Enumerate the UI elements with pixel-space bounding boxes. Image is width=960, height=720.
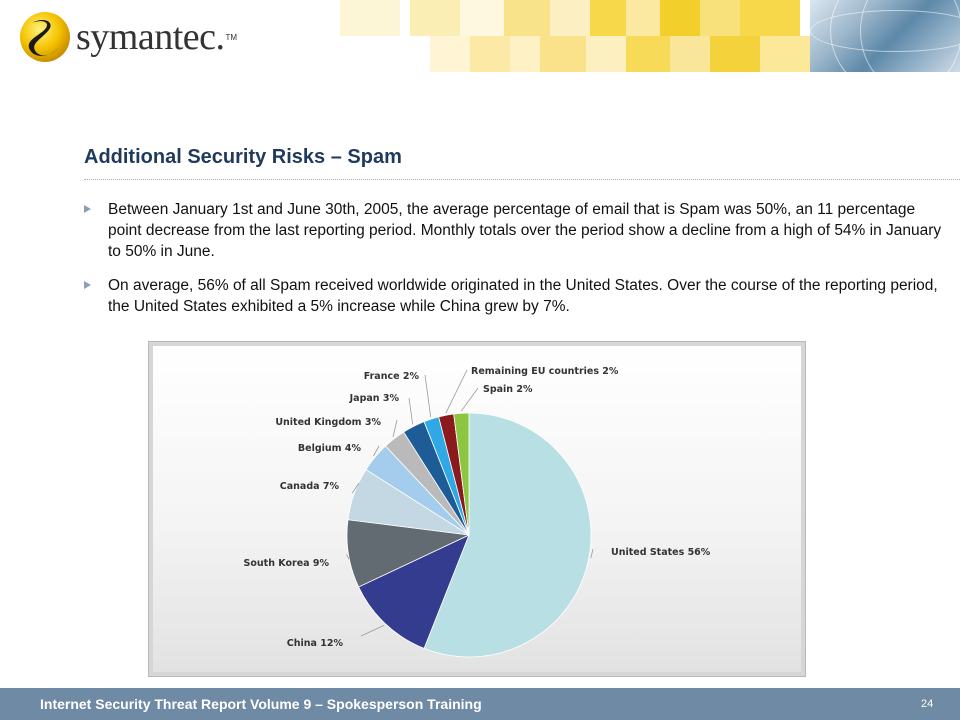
spam-origin-pie-chart bbox=[153, 346, 801, 672]
title-divider bbox=[84, 179, 960, 180]
leader-line-japan bbox=[409, 398, 413, 425]
bullet-item bbox=[84, 199, 944, 262]
slide-footer bbox=[0, 688, 960, 720]
page-number: 24 bbox=[921, 698, 934, 710]
leader-line-france bbox=[425, 375, 431, 417]
logo-wordmark: symantec. bbox=[76, 16, 225, 58]
symantec-logo-icon bbox=[18, 10, 72, 64]
leader-line-remaining-eu-countries bbox=[446, 370, 467, 413]
leader-line-united-states bbox=[591, 549, 593, 558]
slice-label-spain: Spain 2% bbox=[483, 384, 533, 395]
chart-frame bbox=[148, 341, 806, 677]
leader-line-united-kingdom bbox=[393, 420, 397, 437]
triangle-bullet-icon bbox=[84, 281, 91, 289]
globe-image bbox=[810, 0, 960, 72]
footer-title: Internet Security Threat Report Volume 9 – Spokesperson Training bbox=[40, 696, 482, 712]
triangle-bullet-icon bbox=[84, 205, 91, 213]
logo-trademark: TM bbox=[225, 32, 238, 42]
symantec-logo bbox=[18, 10, 237, 64]
slice-label-china: China 12% bbox=[286, 638, 343, 649]
slide-title: Additional Security Risks – Spam bbox=[84, 146, 402, 168]
slice-label-united-states: United States 56% bbox=[611, 547, 711, 558]
header-tiles bbox=[340, 0, 860, 72]
slice-label-remaining-eu-countries: Remaining EU countries 2% bbox=[471, 366, 619, 377]
bullet-text: On average, 56% of all Spam received worldwide originated in the United States. Over the course of the reporting period, the United States exhibited a 5% increase while China grew by 7%. bbox=[108, 277, 938, 315]
slice-label-united-kingdom: United Kingdom 3% bbox=[275, 417, 381, 428]
leader-line-china bbox=[361, 625, 384, 636]
slice-label-france: France 2% bbox=[363, 371, 419, 382]
chart-panel bbox=[153, 346, 801, 672]
bullet-item bbox=[84, 275, 944, 317]
slice-label-canada: Canada 7% bbox=[279, 481, 339, 492]
slide-header bbox=[0, 0, 960, 80]
leader-line-spain bbox=[461, 388, 478, 411]
bullet-text: Between January 1st and June 30th, 2005, the average percentage of email that is Spam was 50%, an 11 percentage point decrease from the last reporting period. Monthly totals over the period show a decline from a high of 54% in January to 50% in June. bbox=[108, 201, 942, 260]
slice-label-japan: Japan 3% bbox=[349, 393, 399, 404]
slice-label-belgium: Belgium 4% bbox=[297, 443, 361, 454]
slice-label-south-korea: South Korea 9% bbox=[243, 558, 329, 569]
